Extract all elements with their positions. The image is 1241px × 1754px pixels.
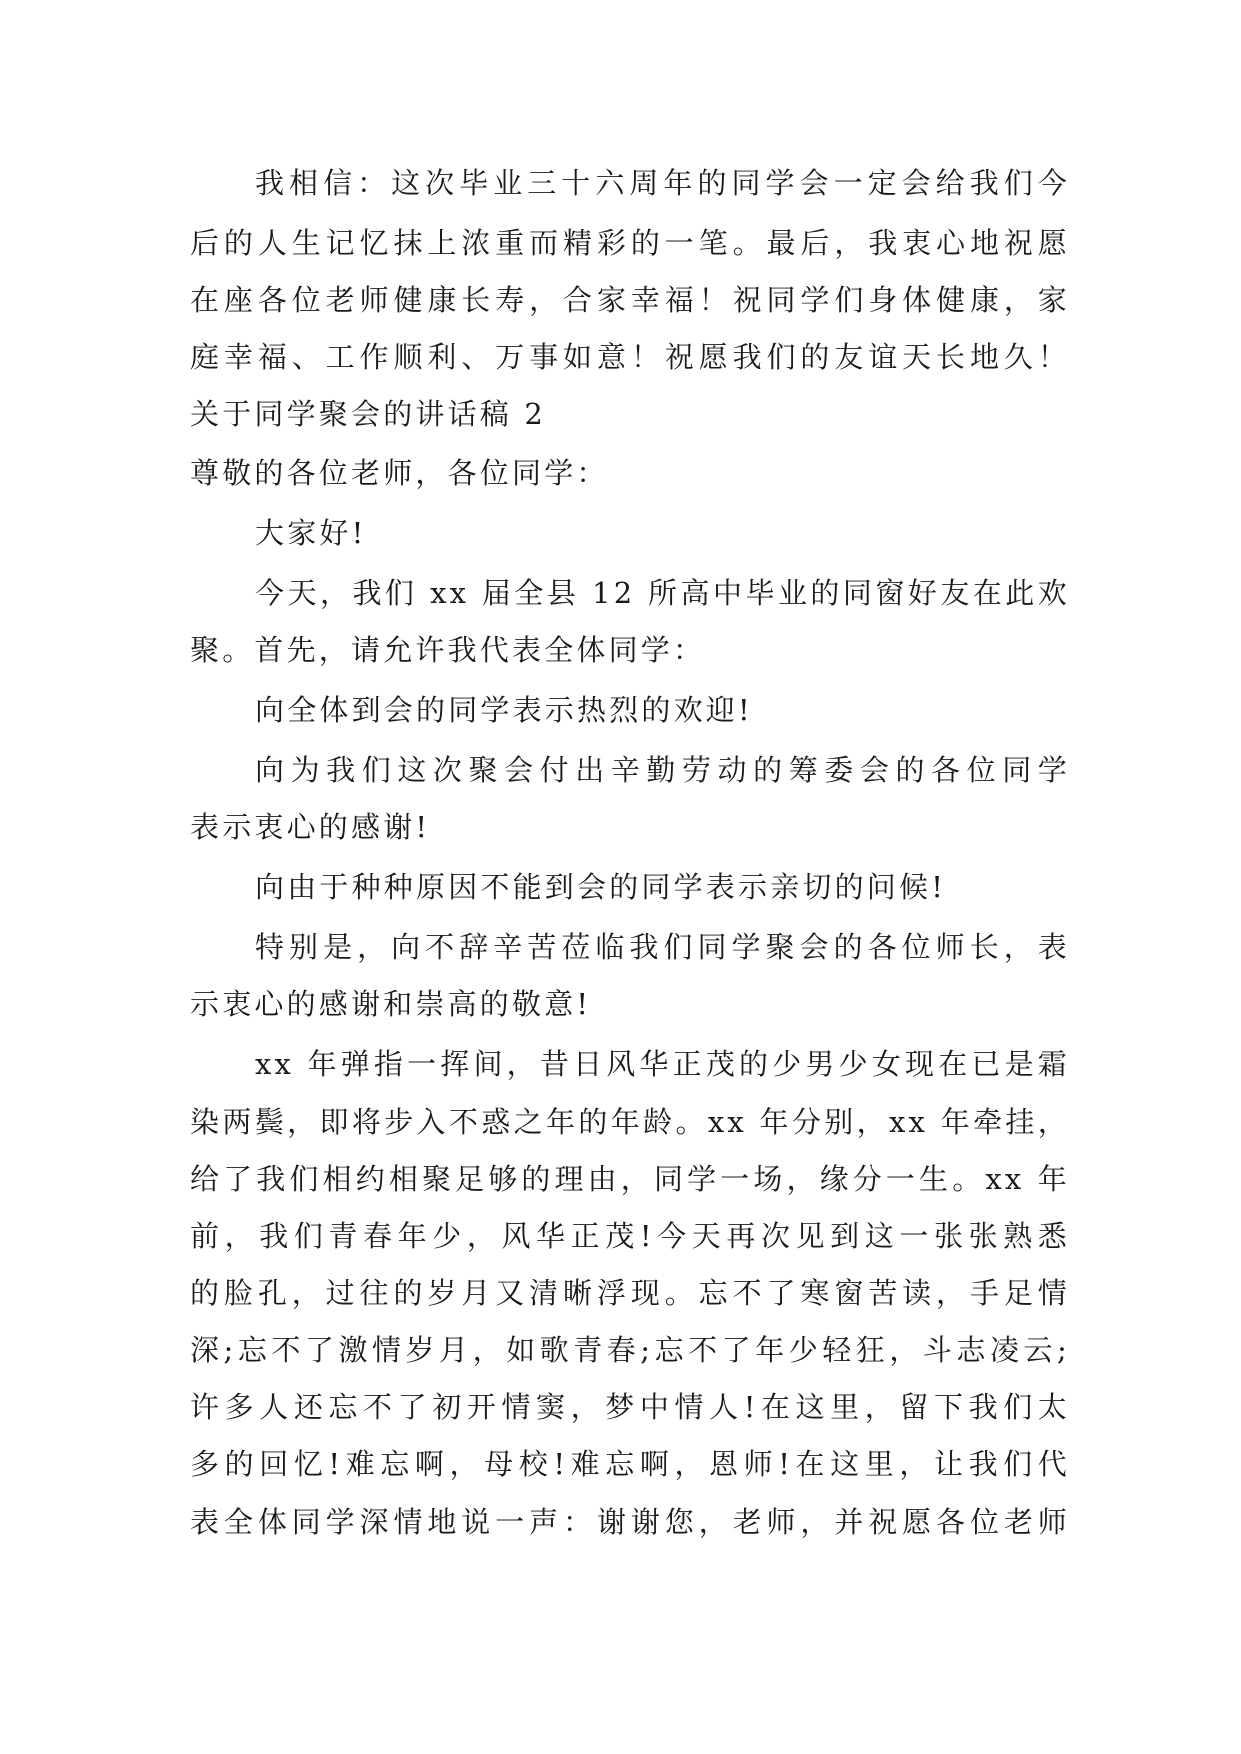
paragraph-line: 多的回忆!难忘啊，母校!难忘啊，恩师!在这里，让我们代 — [190, 1447, 1070, 1481]
paragraph-line: 前，我们青春年少，风华正茂!今天再次见到这一张张熟悉 — [190, 1219, 1070, 1253]
paragraph-line: 的脸孔，过往的岁月又清晰浮现。忘不了寒窗苦读，手足情 — [190, 1276, 1070, 1310]
section-heading: 关于同学聚会的讲话稿 2 — [190, 397, 547, 431]
paragraph-line: 向全体到会的同学表示热烈的欢迎! — [255, 693, 753, 727]
paragraph-line: 向由于种种原因不能到会的同学表示亲切的问候! — [255, 870, 947, 904]
paragraph-line: 后的人生记忆抹上浓重而精彩的一笔。最后，我衷心地祝愿 — [190, 226, 1070, 260]
salutation: 尊敬的各位老师，各位同学： — [190, 456, 609, 490]
paragraph-line: 给了我们相约相聚足够的理由，同学一场，缘分一生。xx 年 — [190, 1162, 1070, 1196]
paragraph-line: 在座各位老师健康长寿，合家幸福！祝同学们身体健康，家 — [190, 283, 1070, 317]
paragraph-line: 今天，我们 xx 届全县 12 所高中毕业的同窗好友在此欢 — [255, 576, 1070, 610]
paragraph-line: 表示衷心的感谢! — [190, 810, 431, 844]
paragraph-line: 我相信：这次毕业三十六周年的同学会一定会给我们今 — [255, 166, 1070, 200]
paragraph-line: 示衷心的感谢和崇高的敬意! — [190, 987, 592, 1021]
paragraph-line: 染两鬓，即将步入不惑之年的年龄。xx 年分别，xx 年牵挂， — [190, 1105, 1070, 1139]
paragraph-line: 深;忘不了激情岁月，如歌青春;忘不了年少轻狂，斗志凌云; — [190, 1333, 1070, 1367]
paragraph-line: 向为我们这次聚会付出辛勤劳动的筹委会的各位同学 — [255, 753, 1070, 787]
paragraph-line: 表全体同学深情地说一声：谢谢您，老师，并祝愿各位老师 — [190, 1505, 1070, 1539]
greeting: 大家好! — [255, 516, 367, 550]
paragraph-line: 特别是，向不辞辛苦莅临我们同学聚会的各位师长，表 — [255, 930, 1070, 964]
paragraph-line: xx 年弹指一挥间，昔日风华正茂的少男少女现在已是霜 — [255, 1047, 1070, 1081]
paragraph-line: 庭幸福、工作顺利、万事如意！祝愿我们的友谊天长地久！ — [190, 340, 1070, 374]
paragraph-line: 聚。首先，请允许我代表全体同学： — [190, 633, 706, 667]
paragraph-line: 许多人还忘不了初开情窦，梦中情人!在这里，留下我们太 — [190, 1390, 1070, 1424]
